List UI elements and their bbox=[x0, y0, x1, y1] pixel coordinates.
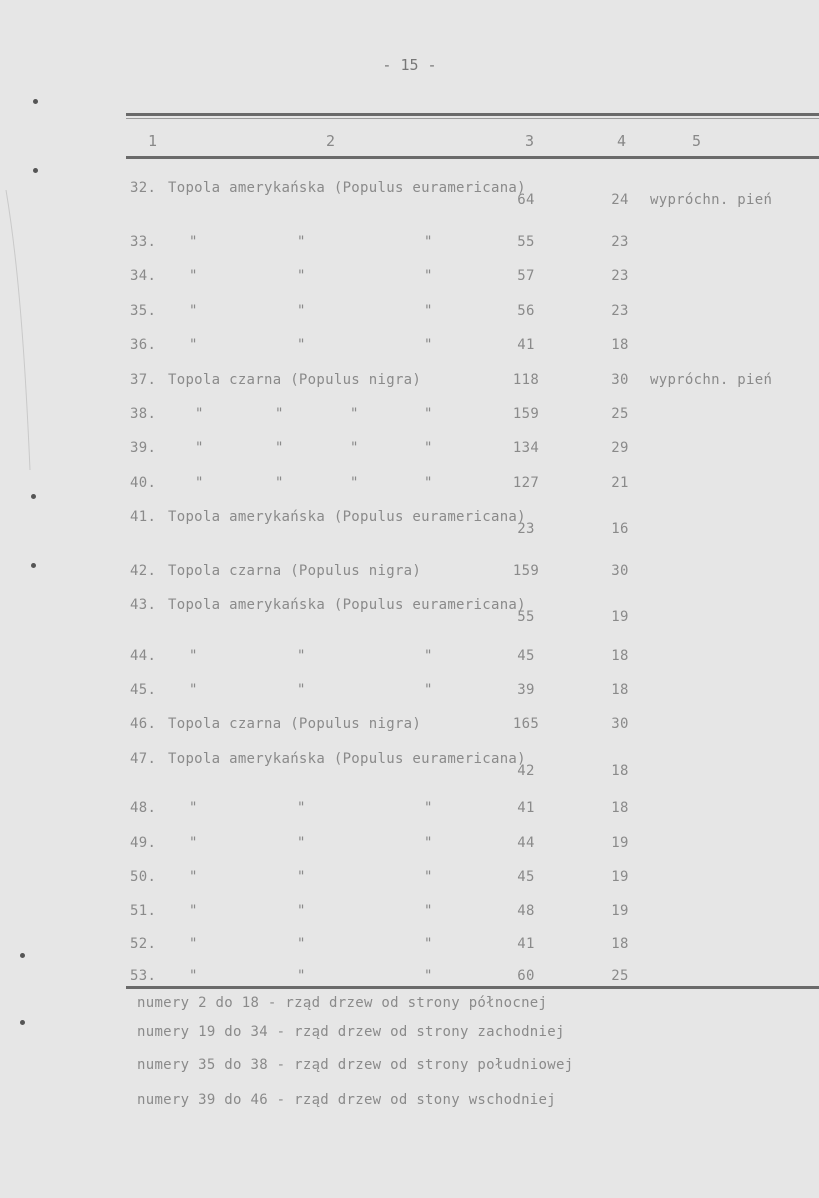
ditto-mark: " bbox=[424, 835, 433, 851]
ditto-mark: " bbox=[424, 903, 433, 919]
table-bottom-rule bbox=[126, 986, 819, 989]
row-number: 39. bbox=[130, 440, 157, 456]
species-name: Topola amerykańska (Populus euramericana) bbox=[168, 509, 526, 525]
table-top-rule-thin bbox=[126, 118, 819, 119]
ditto-mark: " bbox=[297, 835, 306, 851]
col4-value: 24 bbox=[611, 192, 629, 208]
col4-value: 19 bbox=[611, 609, 629, 625]
col3-value: 41 bbox=[517, 800, 535, 816]
ditto-mark: " bbox=[189, 869, 198, 885]
col4-value: 19 bbox=[611, 903, 629, 919]
punch-hole bbox=[33, 99, 38, 104]
header-col-1: 1 bbox=[148, 132, 158, 150]
ditto-mark: " bbox=[424, 648, 433, 664]
ditto-mark: " bbox=[189, 835, 198, 851]
col4-value: 30 bbox=[611, 372, 629, 388]
row-number: 52. bbox=[130, 936, 157, 952]
col4-value: 29 bbox=[611, 440, 629, 456]
header-col-5: 5 bbox=[692, 132, 702, 150]
footnote-line: numery 39 do 46 - rząd drzew od stony wschodniej bbox=[137, 1092, 556, 1108]
col4-value: 23 bbox=[611, 234, 629, 250]
row-number: 43. bbox=[130, 597, 157, 613]
ditto-mark: " bbox=[195, 440, 204, 456]
table-row bbox=[0, 936, 819, 956]
table-row bbox=[0, 800, 819, 820]
col3-value: 159 bbox=[512, 406, 540, 422]
punch-hole bbox=[33, 168, 38, 173]
ditto-mark: " bbox=[424, 337, 433, 353]
col3-value: 134 bbox=[512, 440, 540, 456]
table-row bbox=[0, 597, 819, 625]
row-number: 47. bbox=[130, 751, 157, 767]
ditto-mark: " bbox=[424, 968, 433, 984]
col3-value: 56 bbox=[517, 303, 535, 319]
col3-value: 39 bbox=[517, 682, 535, 698]
table-row bbox=[0, 716, 819, 736]
row-number: 49. bbox=[130, 835, 157, 851]
table-top-rule bbox=[126, 113, 819, 116]
table-row bbox=[0, 682, 819, 702]
ditto-mark: " bbox=[189, 337, 198, 353]
col4-value: 30 bbox=[611, 716, 629, 732]
row-number: 46. bbox=[130, 716, 157, 732]
ditto-mark: " bbox=[275, 406, 284, 422]
ditto-mark: " bbox=[189, 968, 198, 984]
ditto-mark: " bbox=[189, 648, 198, 664]
ditto-mark: " bbox=[424, 234, 433, 250]
row-number: 36. bbox=[130, 337, 157, 353]
row-number: 50. bbox=[130, 869, 157, 885]
ditto-mark: " bbox=[297, 234, 306, 250]
ditto-mark: " bbox=[275, 475, 284, 491]
paper-crease bbox=[2, 190, 32, 470]
col4-value: 18 bbox=[611, 337, 629, 353]
table-row bbox=[0, 903, 819, 923]
species-name: Topola amerykańska (Populus euramericana) bbox=[168, 597, 526, 613]
ditto-mark: " bbox=[297, 303, 306, 319]
ditto-mark: " bbox=[297, 903, 306, 919]
col3-value: 41 bbox=[517, 337, 535, 353]
table-row bbox=[0, 835, 819, 855]
footnote-line: numery 19 do 34 - rząd drzew od strony zachodniej bbox=[137, 1024, 565, 1040]
col5-remark: wypróchn. pień bbox=[650, 192, 773, 208]
col4-value: 30 bbox=[611, 563, 629, 579]
row-number: 44. bbox=[130, 648, 157, 664]
row-number: 37. bbox=[130, 372, 157, 388]
ditto-mark: " bbox=[424, 475, 433, 491]
ditto-mark: " bbox=[189, 682, 198, 698]
row-number: 48. bbox=[130, 800, 157, 816]
row-number: 32. bbox=[130, 180, 157, 196]
header-col-3: 3 bbox=[525, 132, 535, 150]
col3-value: 159 bbox=[512, 563, 540, 579]
header-bottom-rule bbox=[126, 156, 819, 159]
ditto-mark: " bbox=[297, 936, 306, 952]
species-name: Topola amerykańska (Populus euramericana) bbox=[168, 180, 526, 196]
table-row bbox=[0, 475, 819, 495]
col4-value: 23 bbox=[611, 268, 629, 284]
col3-value: 165 bbox=[512, 716, 540, 732]
col4-value: 16 bbox=[611, 521, 629, 537]
col3-value: 42 bbox=[517, 763, 535, 779]
table-row bbox=[0, 869, 819, 889]
ditto-mark: " bbox=[424, 800, 433, 816]
col4-value: 19 bbox=[611, 835, 629, 851]
page-number: - 15 - bbox=[382, 56, 437, 74]
table-row bbox=[0, 372, 819, 392]
ditto-mark: " bbox=[350, 440, 359, 456]
ditto-mark: " bbox=[424, 682, 433, 698]
species-name: Topola czarna (Populus nigra) bbox=[168, 716, 422, 732]
row-number: 35. bbox=[130, 303, 157, 319]
col4-value: 18 bbox=[611, 682, 629, 698]
col4-value: 21 bbox=[611, 475, 629, 491]
col3-value: 23 bbox=[517, 521, 535, 537]
ditto-mark: " bbox=[195, 406, 204, 422]
row-number: 34. bbox=[130, 268, 157, 284]
ditto-mark: " bbox=[189, 903, 198, 919]
ditto-mark: " bbox=[297, 268, 306, 284]
col3-value: 57 bbox=[517, 268, 535, 284]
table-row bbox=[0, 337, 819, 357]
row-number: 51. bbox=[130, 903, 157, 919]
table-row bbox=[0, 268, 819, 288]
ditto-mark: " bbox=[297, 800, 306, 816]
ditto-mark: " bbox=[189, 800, 198, 816]
table-row bbox=[0, 303, 819, 323]
col4-value: 18 bbox=[611, 648, 629, 664]
ditto-mark: " bbox=[297, 682, 306, 698]
ditto-mark: " bbox=[424, 869, 433, 885]
col4-value: 18 bbox=[611, 763, 629, 779]
table-row bbox=[0, 563, 819, 583]
ditto-mark: " bbox=[297, 968, 306, 984]
footnote-line: numery 2 do 18 - rząd drzew od strony północnej bbox=[137, 995, 548, 1011]
table-row bbox=[0, 406, 819, 426]
col4-value: 25 bbox=[611, 968, 629, 984]
species-name: Topola amerykańska (Populus euramericana) bbox=[168, 751, 526, 767]
ditto-mark: " bbox=[424, 440, 433, 456]
ditto-mark: " bbox=[350, 406, 359, 422]
ditto-mark: " bbox=[297, 337, 306, 353]
col3-value: 118 bbox=[512, 372, 540, 388]
ditto-mark: " bbox=[424, 936, 433, 952]
col3-value: 60 bbox=[517, 968, 535, 984]
table-row bbox=[0, 440, 819, 460]
table-row bbox=[0, 234, 819, 254]
ditto-mark: " bbox=[189, 234, 198, 250]
col4-value: 23 bbox=[611, 303, 629, 319]
col4-value: 19 bbox=[611, 869, 629, 885]
row-number: 40. bbox=[130, 475, 157, 491]
col3-value: 64 bbox=[517, 192, 535, 208]
row-number: 38. bbox=[130, 406, 157, 422]
ditto-mark: " bbox=[424, 406, 433, 422]
col4-value: 18 bbox=[611, 936, 629, 952]
row-number: 41. bbox=[130, 509, 157, 525]
ditto-mark: " bbox=[297, 648, 306, 664]
table-row bbox=[0, 751, 819, 779]
row-number: 42. bbox=[130, 563, 157, 579]
ditto-mark: " bbox=[275, 440, 284, 456]
punch-hole bbox=[20, 1020, 25, 1025]
col4-value: 18 bbox=[611, 800, 629, 816]
col3-value: 41 bbox=[517, 936, 535, 952]
table-row bbox=[0, 648, 819, 668]
species-name: Topola czarna (Populus nigra) bbox=[168, 563, 422, 579]
ditto-mark: " bbox=[350, 475, 359, 491]
ditto-mark: " bbox=[189, 936, 198, 952]
ditto-mark: " bbox=[424, 268, 433, 284]
footnote-line: numery 35 do 38 - rząd drzew od strony południowej bbox=[137, 1057, 574, 1073]
col3-value: 48 bbox=[517, 903, 535, 919]
header-col-4: 4 bbox=[617, 132, 627, 150]
col3-value: 55 bbox=[517, 609, 535, 625]
col5-remark: wypróchn. pień bbox=[650, 372, 773, 388]
col3-value: 127 bbox=[512, 475, 540, 491]
header-col-2: 2 bbox=[326, 132, 336, 150]
table-row bbox=[0, 968, 819, 988]
col3-value: 45 bbox=[517, 869, 535, 885]
ditto-mark: " bbox=[189, 268, 198, 284]
ditto-mark: " bbox=[195, 475, 204, 491]
species-name: Topola czarna (Populus nigra) bbox=[168, 372, 422, 388]
col3-value: 45 bbox=[517, 648, 535, 664]
col3-value: 44 bbox=[517, 835, 535, 851]
col3-value: 55 bbox=[517, 234, 535, 250]
row-number: 53. bbox=[130, 968, 157, 984]
row-number: 33. bbox=[130, 234, 157, 250]
ditto-mark: " bbox=[424, 303, 433, 319]
ditto-mark: " bbox=[297, 869, 306, 885]
table-row bbox=[0, 509, 819, 537]
ditto-mark: " bbox=[189, 303, 198, 319]
table-row bbox=[0, 180, 819, 208]
row-number: 45. bbox=[130, 682, 157, 698]
col4-value: 25 bbox=[611, 406, 629, 422]
